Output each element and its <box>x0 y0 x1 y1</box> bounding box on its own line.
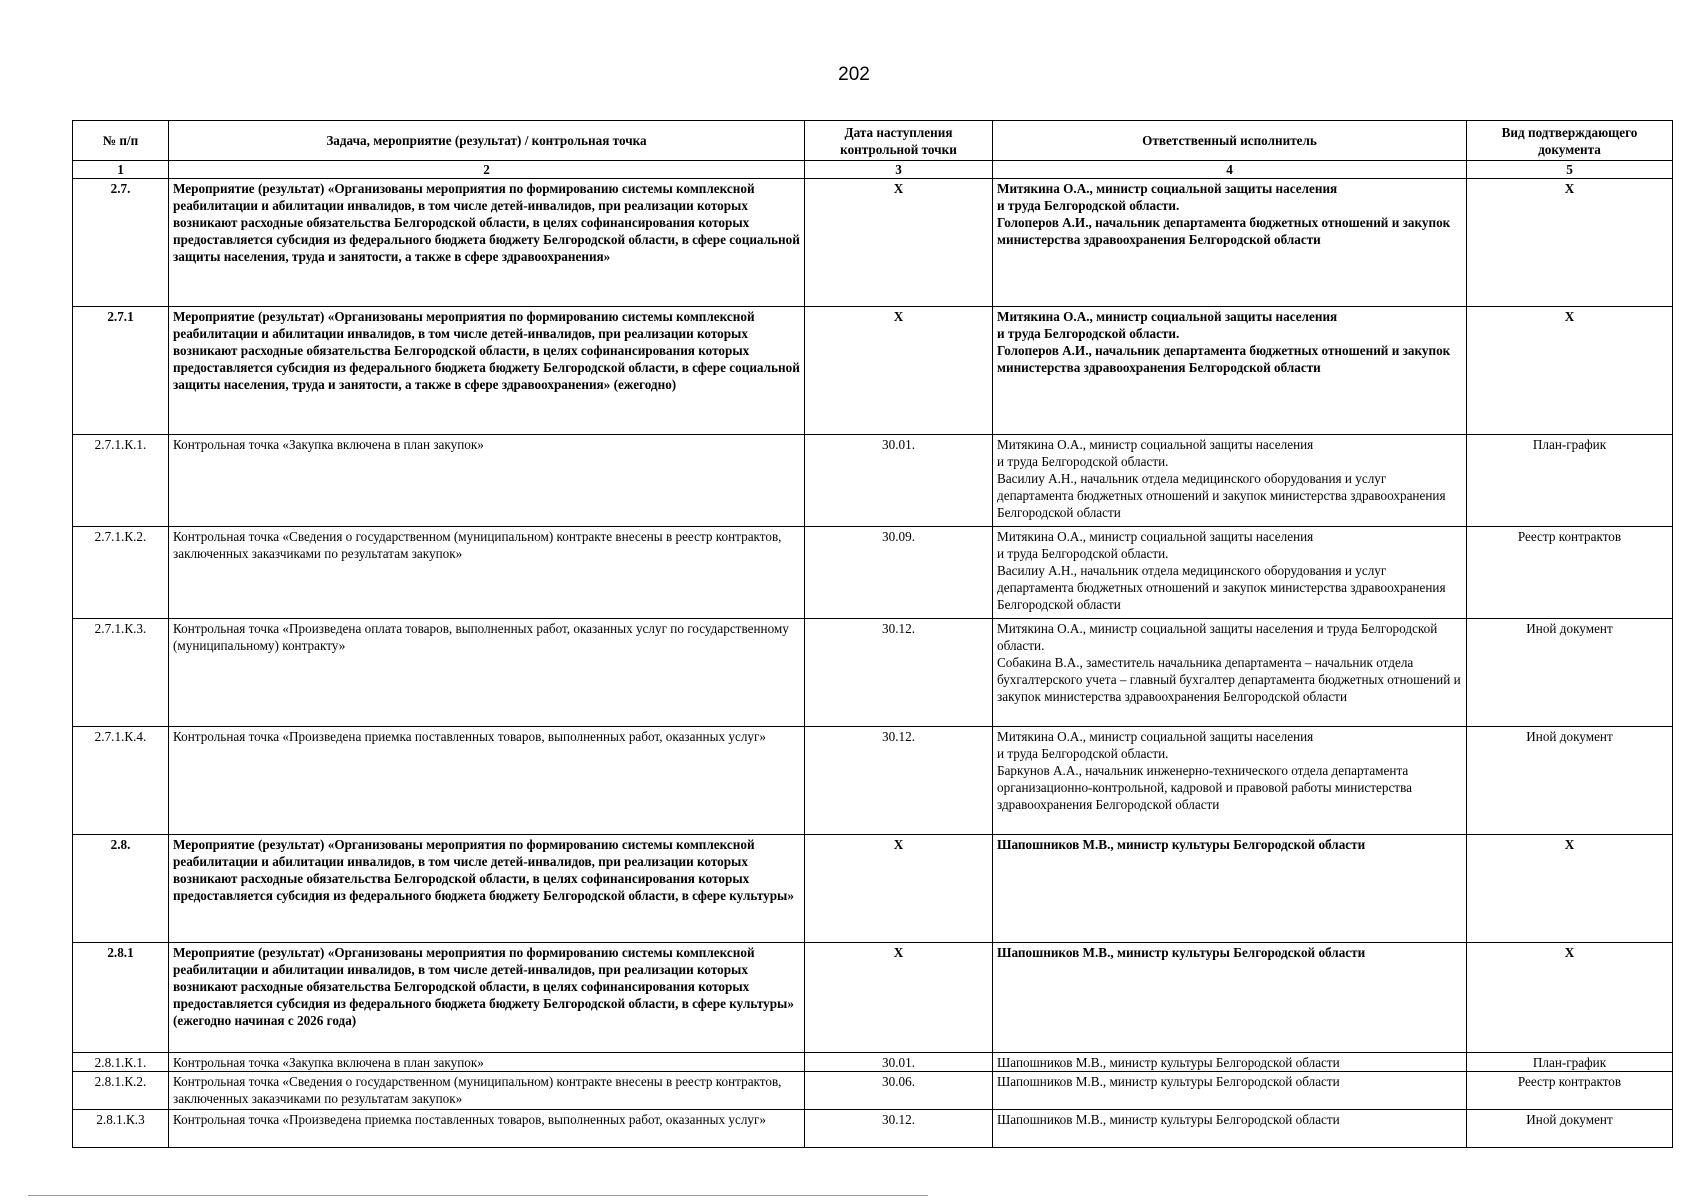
column-number: 1 <box>73 161 169 179</box>
row-date: 30.12. <box>805 619 993 727</box>
header-row <box>73 121 1673 161</box>
row-document: План-график <box>1467 1053 1673 1072</box>
row-document: X <box>1467 943 1673 1053</box>
table-row <box>73 1053 1673 1072</box>
control-points-table <box>72 120 1673 1148</box>
column-number-row <box>73 161 1673 179</box>
row-responsible: Шапошников М.В., министр культуры Белгородской области <box>993 1072 1467 1110</box>
row-document: Иной документ <box>1467 619 1673 727</box>
row-task: Мероприятие (результат) «Организованы мероприятия по формированию системы комплексной реабилитации и абилитации инвалидов, в том числе детей-инвалидов, при реализации которых возникают расходные обязательства Белгородской области, в целях софинансирования которых предоставляется субсидия из федерального бюджета бюджету Белгородской области, в сфере социальной защиты населения, труда и занятости, а также в сфере здравоохранения» <box>169 179 805 307</box>
row-task: Контрольная точка «Сведения о государственном (муниципальном) контракте внесены в реестр контрактов, заключенных заказчиками по результатам закупок» <box>169 1072 805 1110</box>
row-number: 2.8. <box>73 835 169 943</box>
row-number: 2.8.1 <box>73 943 169 1053</box>
row-document: Реестр контрактов <box>1467 527 1673 619</box>
row-document: X <box>1467 307 1673 435</box>
row-number: 2.8.1.К.2. <box>73 1072 169 1110</box>
table-row <box>73 1072 1673 1110</box>
table-row <box>73 835 1673 943</box>
page-bottom-rule <box>28 1195 928 1196</box>
header-doc: Вид подтверждающего документа <box>1467 121 1673 161</box>
row-number: 2.7.1.К.2. <box>73 527 169 619</box>
row-task: Контрольная точка «Произведена приемка поставленных товаров, выполненных работ, оказанных услуг» <box>169 1110 805 1148</box>
row-date: 30.12. <box>805 727 993 835</box>
row-task: Контрольная точка «Произведена приемка поставленных товаров, выполненных работ, оказанных услуг» <box>169 727 805 835</box>
row-task: Контрольная точка «Закупка включена в план закупок» <box>169 435 805 527</box>
column-number: 3 <box>805 161 993 179</box>
row-responsible: Шапошников М.В., министр культуры Белгородской области <box>993 1053 1467 1072</box>
row-number: 2.7.1.К.3. <box>73 619 169 727</box>
table-row <box>73 619 1673 727</box>
column-number: 5 <box>1467 161 1673 179</box>
row-document: X <box>1467 179 1673 307</box>
row-document: Реестр контрактов <box>1467 1072 1673 1110</box>
row-responsible: Митякина О.А., министр социальной защиты населения и труда Белгородской области. Баркунов А.А., начальник инженерно-технического отдела департамента организационно-контрольной, кадровой и правовой работы министерства здравоохранения Белгородской области <box>993 727 1467 835</box>
row-date: X <box>805 943 993 1053</box>
column-number: 2 <box>169 161 805 179</box>
row-date: 30.12. <box>805 1110 993 1148</box>
row-responsible: Шапошников М.В., министр культуры Белгородской области <box>993 835 1467 943</box>
row-number: 2.7.1.К.1. <box>73 435 169 527</box>
row-number: 2.8.1.К.1. <box>73 1053 169 1072</box>
row-date: X <box>805 835 993 943</box>
header-task: Задача, мероприятие (результат) / контрольная точка <box>169 121 805 161</box>
row-task: Контрольная точка «Произведена оплата товаров, выполненных работ, оказанных услуг по государственному (муниципальному) контракту» <box>169 619 805 727</box>
column-number: 4 <box>993 161 1467 179</box>
table-row <box>73 527 1673 619</box>
row-date: 30.01. <box>805 435 993 527</box>
row-document: Иной документ <box>1467 727 1673 835</box>
table-row <box>73 1110 1673 1148</box>
header-responsible: Ответственный исполнитель <box>993 121 1467 161</box>
row-date: X <box>805 179 993 307</box>
row-responsible: Митякина О.А., министр социальной защиты населения и труда Белгородской области. Василиу А.Н., начальник отдела медицинского оборудования и услуг департамента бюджетных отношений и закупок министерства здравоохранения Белгородской области <box>993 527 1467 619</box>
table-row <box>73 943 1673 1053</box>
row-responsible: Митякина О.А., министр социальной защиты населения и труда Белгородской области. Собакина В.А., заместитель начальника департамента – начальник отдела бухгалтерского учета – главный бухгалтер департамента бюджетных отношений и закупок министерства здравоохранения Белгородской области <box>993 619 1467 727</box>
row-task: Контрольная точка «Закупка включена в план закупок» <box>169 1053 805 1072</box>
row-date: 30.09. <box>805 527 993 619</box>
row-task: Мероприятие (результат) «Организованы мероприятия по формированию системы комплексной реабилитации и абилитации инвалидов, в том числе детей-инвалидов, при реализации которых возникают расходные обязательства Белгородской области, в целях софинансирования которых предоставляется субсидия из федерального бюджета бюджету Белгородской области, в сфере культуры» (ежегодно начиная с 2026 года) <box>169 943 805 1053</box>
row-document: Иной документ <box>1467 1110 1673 1148</box>
row-number: 2.7.1.К.4. <box>73 727 169 835</box>
table-row <box>73 435 1673 527</box>
row-date: 30.01. <box>805 1053 993 1072</box>
row-task: Мероприятие (результат) «Организованы мероприятия по формированию системы комплексной реабилитации и абилитации инвалидов, в том числе детей-инвалидов, при реализации которых возникают расходные обязательства Белгородской области, в целях софинансирования которых предоставляется субсидия из федерального бюджета бюджету Белгородской области, в сфере культуры» <box>169 835 805 943</box>
table-row <box>73 307 1673 435</box>
row-responsible: Митякина О.А., министр социальной защиты населения и труда Белгородской области. Голоперов А.И., начальник департамента бюджетных отношений и закупок министерства здравоохранения Белгородской области <box>993 179 1467 307</box>
row-date: X <box>805 307 993 435</box>
row-document: X <box>1467 835 1673 943</box>
row-task: Мероприятие (результат) «Организованы мероприятия по формированию системы комплексной реабилитации и абилитации инвалидов, в том числе детей-инвалидов, при реализации которых возникают расходные обязательства Белгородской области, в целях софинансирования которых предоставляется субсидия из федерального бюджета бюджету Белгородской области, в сфере социальной защиты населения, труда и занятости, а также в сфере здравоохранения» (ежегодно) <box>169 307 805 435</box>
row-responsible: Митякина О.А., министр социальной защиты населения и труда Белгородской области. Василиу А.Н., начальник отдела медицинского оборудования и услуг департамента бюджетных отношений и закупок министерства здравоохранения Белгородской области <box>993 435 1467 527</box>
row-number: 2.7.1 <box>73 307 169 435</box>
header-num: № п/п <box>73 121 169 161</box>
row-document: План-график <box>1467 435 1673 527</box>
row-date: 30.06. <box>805 1072 993 1110</box>
row-responsible: Шапошников М.В., министр культуры Белгородской области <box>993 943 1467 1053</box>
row-number: 2.8.1.К.3 <box>73 1110 169 1148</box>
header-date: Дата наступления контрольной точки <box>805 121 993 161</box>
row-number: 2.7. <box>73 179 169 307</box>
page-number: 202 <box>838 64 870 85</box>
table-row <box>73 179 1673 307</box>
table-row <box>73 727 1673 835</box>
row-responsible: Митякина О.А., министр социальной защиты населения и труда Белгородской области. Голоперов А.И., начальник департамента бюджетных отношений и закупок министерства здравоохранения Белгородской области <box>993 307 1467 435</box>
row-responsible: Шапошников М.В., министр культуры Белгородской области <box>993 1110 1467 1148</box>
row-task: Контрольная точка «Сведения о государственном (муниципальном) контракте внесены в реестр контрактов, заключенных заказчиками по результатам закупок» <box>169 527 805 619</box>
